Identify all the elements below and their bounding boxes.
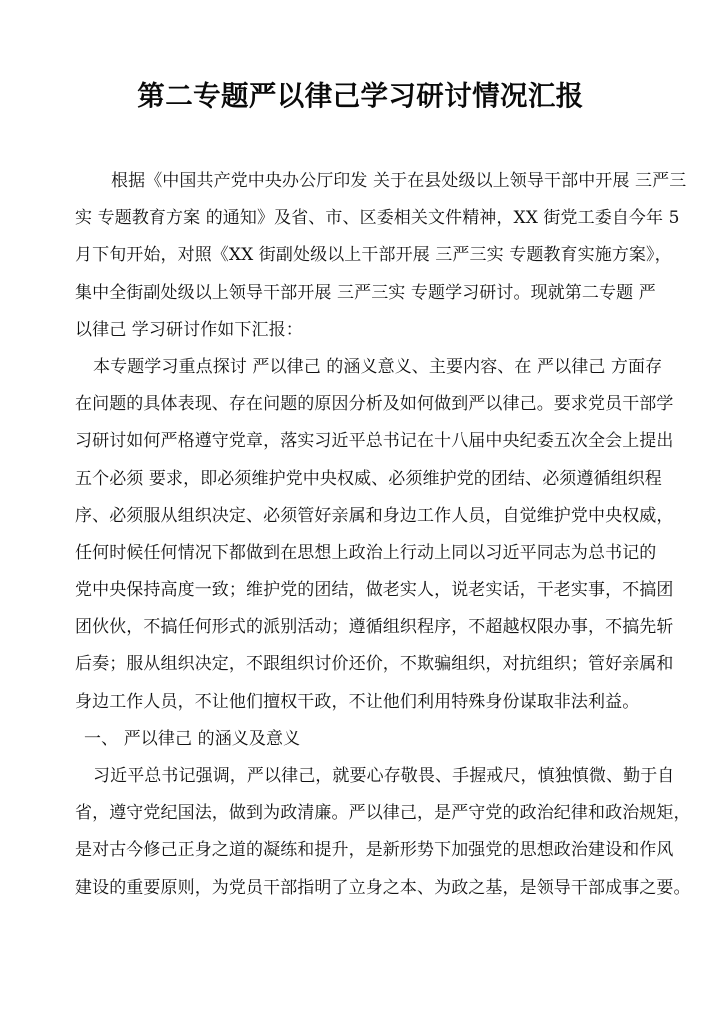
body-line: 月下旬开始，对照《XX 街副处级以上干部开展 三严三实 专题教育实施方案》， [75,245,672,266]
body-line: 习近平总书记强调，严以律己，就要心存敬畏、手握戒尺，慎独慎微、勤于自 [93,766,675,786]
body-line: 五个必须 要求，即必须维护党中央权威、必须维护党的团结、必须遵循组织程 [75,468,662,489]
body-line: 党中央保持高度一致；维护党的团结，做老实人，说老实话，干老实事，不搞团 [75,580,674,601]
body-line: 省，遵守党纪国法，做到为政清廉。严以律己，是严守党的政治纪律和政治规矩， [75,803,691,824]
body-line: 建设的重要原则，为党员干部指明了立身之本、为政之基，是领导干部成事之要。 [75,877,691,898]
body-line: 在问题的具体表现、存在问题的原因分析及如何做到严以律己。要求党员干部学 [75,394,674,415]
body-line: 是对古今修己正身之道的凝练和提升，是新形势下加强党的思想政治建设和作风 [75,840,674,861]
body-line: 任何时候任何情况下都做到在思想上政治上行动上同以习近平同志为总书记的 [75,542,657,563]
body-line: 根据《中国共产党中央办公厅印发 关于在县处级以上领导干部中开展 三严三 [111,171,687,191]
body-line: 习研讨如何严格遵守党章，落实习近平总书记在十八届中央纪委五次全会上提出 [75,431,674,452]
page-title: 第二专题严以律己学习研讨情况汇报 [137,80,584,112]
body-line: 后奏；服从组织决定，不跟组织讨价还价，不欺骗组织，对抗组织；管好亲属和 [75,654,674,675]
body-line: 身边工作人员，不让他们擅权干政，不让他们利用特殊身份谋取非法利益。 [75,691,640,712]
body-line: 以律己 学习研讨作如下汇报： [75,319,303,340]
body-line: 一、 严以律己 的涵义及意义 [84,728,301,749]
body-line: 序、必须服从组织决定、必须管好亲属和身边工作人员，自觉维护党中央权威， [75,505,674,526]
body-line: 团伙伙，不搞任何形式的派别活动；遵循组织程序，不超越权限办事，不搞先斩 [75,617,674,638]
body-line: 集中全街副处级以上领导干部开展 三严三实 专题学习研讨。现就第二专题 严 [75,282,656,303]
body-line: 本专题学习重点探讨 严以律己 的涵义意义、主要内容、在 严以律己 方面存 [93,356,663,377]
body-line: 实 专题教育方案 的通知》及省、市、区委相关文件精神，XX 街党工委自今年 5 [75,208,680,229]
document-body [75,163,691,907]
